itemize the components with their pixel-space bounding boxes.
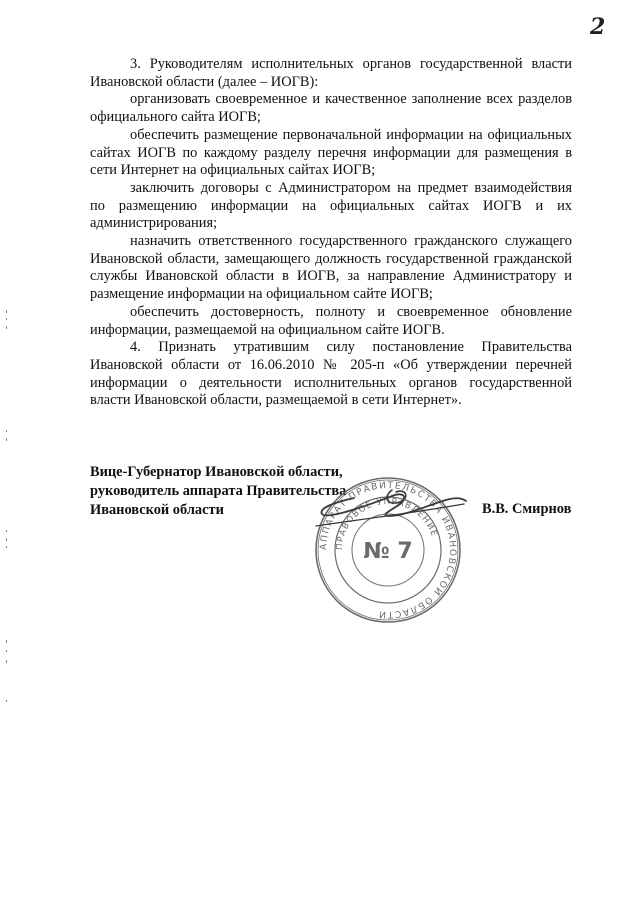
stamp-center-text: № 7 [363,539,413,564]
paragraph-ensure-placement: обеспечить размещение первоначальной информации на официальных сайтах ИОГВ по каждому разделу перечня информации для размещения в сети Интернет на официальных сайтах ИОГВ; [90,126,572,179]
signatory-title-line-3: Ивановской области [90,502,224,518]
margin-binding-marks [4,300,10,720]
page-number: 2 [590,14,606,40]
signatory-name: В.В. Смирнов [482,501,572,517]
paragraph-item-4: 4. Признать утратившим силу постановление Правительства Ивановской области от 16.06.2010 № 205-п «Об утверждении перечней информации о деятельности исполнительных органов государственной власти Ивановской области, размещаемой в сети Интернет». [90,339,572,409]
document-body [90,56,572,410]
stamp-outer-text: АППАРАТ ПРАВИТЕЛЬСТВА ИВАНОВСКОЙ ОБЛАСТИ [318,480,458,620]
signatory-title-line-2: руководитель аппарата Правительства [90,483,347,499]
stamp-inner-text: ПРАВОВОЕ УПРАВЛЕНИЕ [334,496,439,551]
paragraph-appoint: назначить ответственного государственного гражданского служащего Ивановской области, замещающего должность государственной гражданской службы Ивановской области в ИОГВ, за направление Администратору и размещение информации на официальном сайте ИОГВ; [90,233,572,303]
signatory-title-line-1: Вице-Губернатор Ивановской области, [90,464,343,480]
paragraph-reliability: обеспечить достоверность, полноту и своевременное обновление информации, размещаемой на официальном сайте ИОГВ. [90,303,572,338]
paragraph-contracts: заключить договоры с Администратором на предмет взаимодействия по размещению информации на официальных сайтах ИОГВ и их администрирования; [90,179,572,232]
paragraph-item-3: 3. Руководителям исполнительных органов государственной власти Ивановской области (далее – ИОГВ): [90,56,572,90]
paragraph-organize: организовать своевременное и качественное заполнение всех разделов официального сайта ИОГВ; [90,91,572,126]
handwritten-signature [296,486,476,546]
